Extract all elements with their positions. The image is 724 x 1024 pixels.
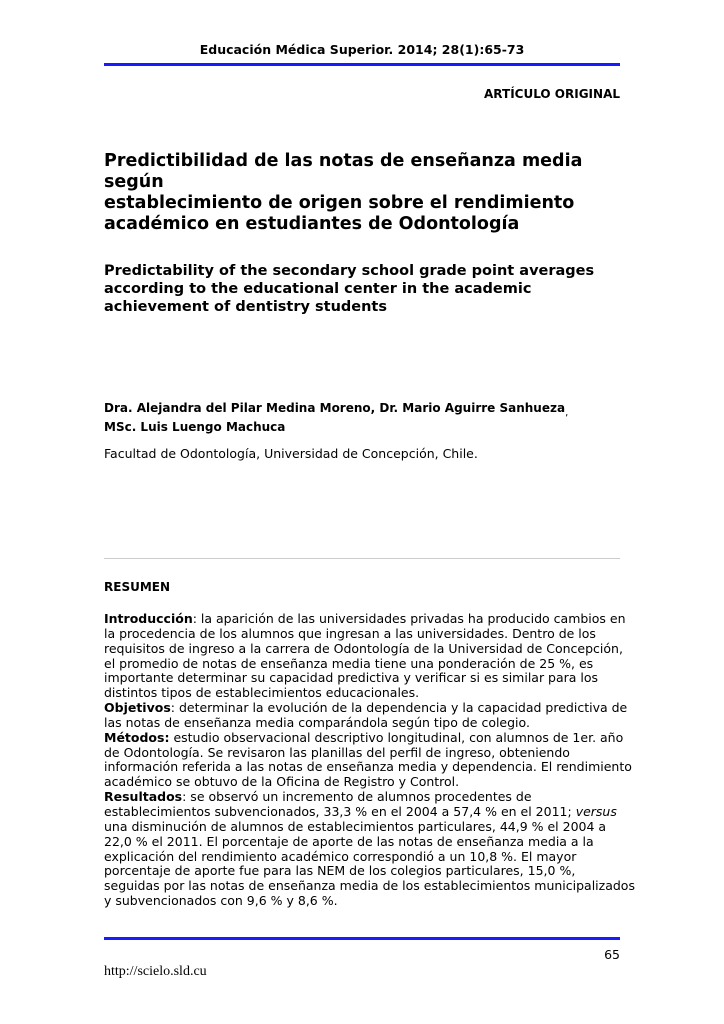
methods-label: Métodos: (104, 729, 170, 745)
abstract-heading: RESUMEN (104, 580, 171, 594)
title-line: establecimiento de origen sobre el rendimiento (104, 193, 575, 213)
text-line: : determinar la evolución de la dependencia y la capacidad predictiva de (170, 700, 628, 716)
header-rule (104, 63, 620, 66)
page-number: 65 (604, 947, 620, 962)
text-line: el promedio de notas de enseñanza media tiene una ponderación de 25 %, es (104, 655, 594, 671)
text-line: : se observó un incremento de alumnos procedentes de (182, 789, 532, 805)
text-line: porcentaje de aporte fue para las NEM de los colegios particulares, 15,0 %, (104, 863, 576, 879)
abstract-body (104, 612, 635, 909)
text-line: y subvencionados con 9,6 % y 8,6 %. (104, 893, 338, 909)
results-label: Resultados (104, 789, 183, 805)
title-spanish (104, 151, 644, 235)
title-line: académico en estudiantes de Odontología (104, 214, 520, 234)
text-line: seguidas por las notas de enseñanza media de los establecimientos municipalizados (104, 878, 635, 894)
title-line: Predictibilidad de las notas de enseñanza media según (104, 151, 583, 192)
text-line: : la aparición de las universidades privadas ha producido cambios en (192, 611, 626, 626)
text-line: 22,0 % el 2011. El porcentaje de aporte de las notas de enseñanza media a la (104, 833, 594, 849)
text-line: académico se obtuvo de la Oficina de Registro y Control. (104, 774, 460, 790)
footer-rule (104, 937, 620, 940)
text-line: explicación del rendimiento académico correspondió a un 10,8 %. El mayor (104, 848, 577, 864)
text-line: establecimientos subvencionados, 33,3 % en el 2004 a 57,4 % en el 2011; (104, 803, 576, 819)
divider (104, 558, 620, 559)
article-type: ARTÍCULO ORIGINAL (484, 87, 620, 101)
text-line: importante determinar su capacidad predictiva y verificar si es similar para los (104, 670, 599, 686)
author-names: MSc. Luis Luengo Machuca (104, 420, 286, 435)
title-english (104, 262, 644, 316)
intro-label: Introducción (104, 611, 193, 626)
text-line: distintos tipos de establecimientos educacionales. (104, 685, 420, 701)
author-separator: , (565, 407, 569, 419)
title-line: according to the educational center in the academic (104, 281, 532, 297)
objectives-label: Objetivos (104, 700, 171, 716)
versus-italic: versus (575, 803, 617, 819)
text-line: las notas de enseñanza media comparándola según tipo de colegio. (104, 714, 530, 730)
text-line: requisitos de ingreso a la carrera de Odontología de la Universidad de Concepción, (104, 640, 623, 656)
site-url[interactable]: http://scielo.sld.cu (104, 964, 207, 979)
text-line: una disminución de alumnos de establecimientos particulares, 44,9 % el 2004 a (104, 818, 607, 834)
author-names: Dra. Alejandra del Pilar Medina Moreno, Dr. Mario Aguirre Sanhueza (104, 401, 566, 415)
authors (104, 401, 568, 435)
text-line: información referida a las notas de enseñanza media y dependencia. El rendimiento (104, 759, 632, 775)
affiliation: Facultad de Odontología, Universidad de Concepción, Chile. (104, 446, 478, 461)
text-line: estudio observacional descriptivo longitudinal, con alumnos de 1er. año (169, 729, 624, 745)
text-line: de Odontología. Se revisaron las planillas del perfil de ingreso, obteniendo (104, 744, 570, 760)
title-line: achievement of dentistry students (104, 299, 387, 315)
text-line: la procedencia de los alumnos que ingresan a las universidades. Dentro de los (104, 625, 596, 641)
journal-citation: Educación Médica Superior. 2014; 28(1):65-73 (199, 42, 525, 57)
title-line: Predictability of the secondary school grade point averages (104, 263, 595, 279)
